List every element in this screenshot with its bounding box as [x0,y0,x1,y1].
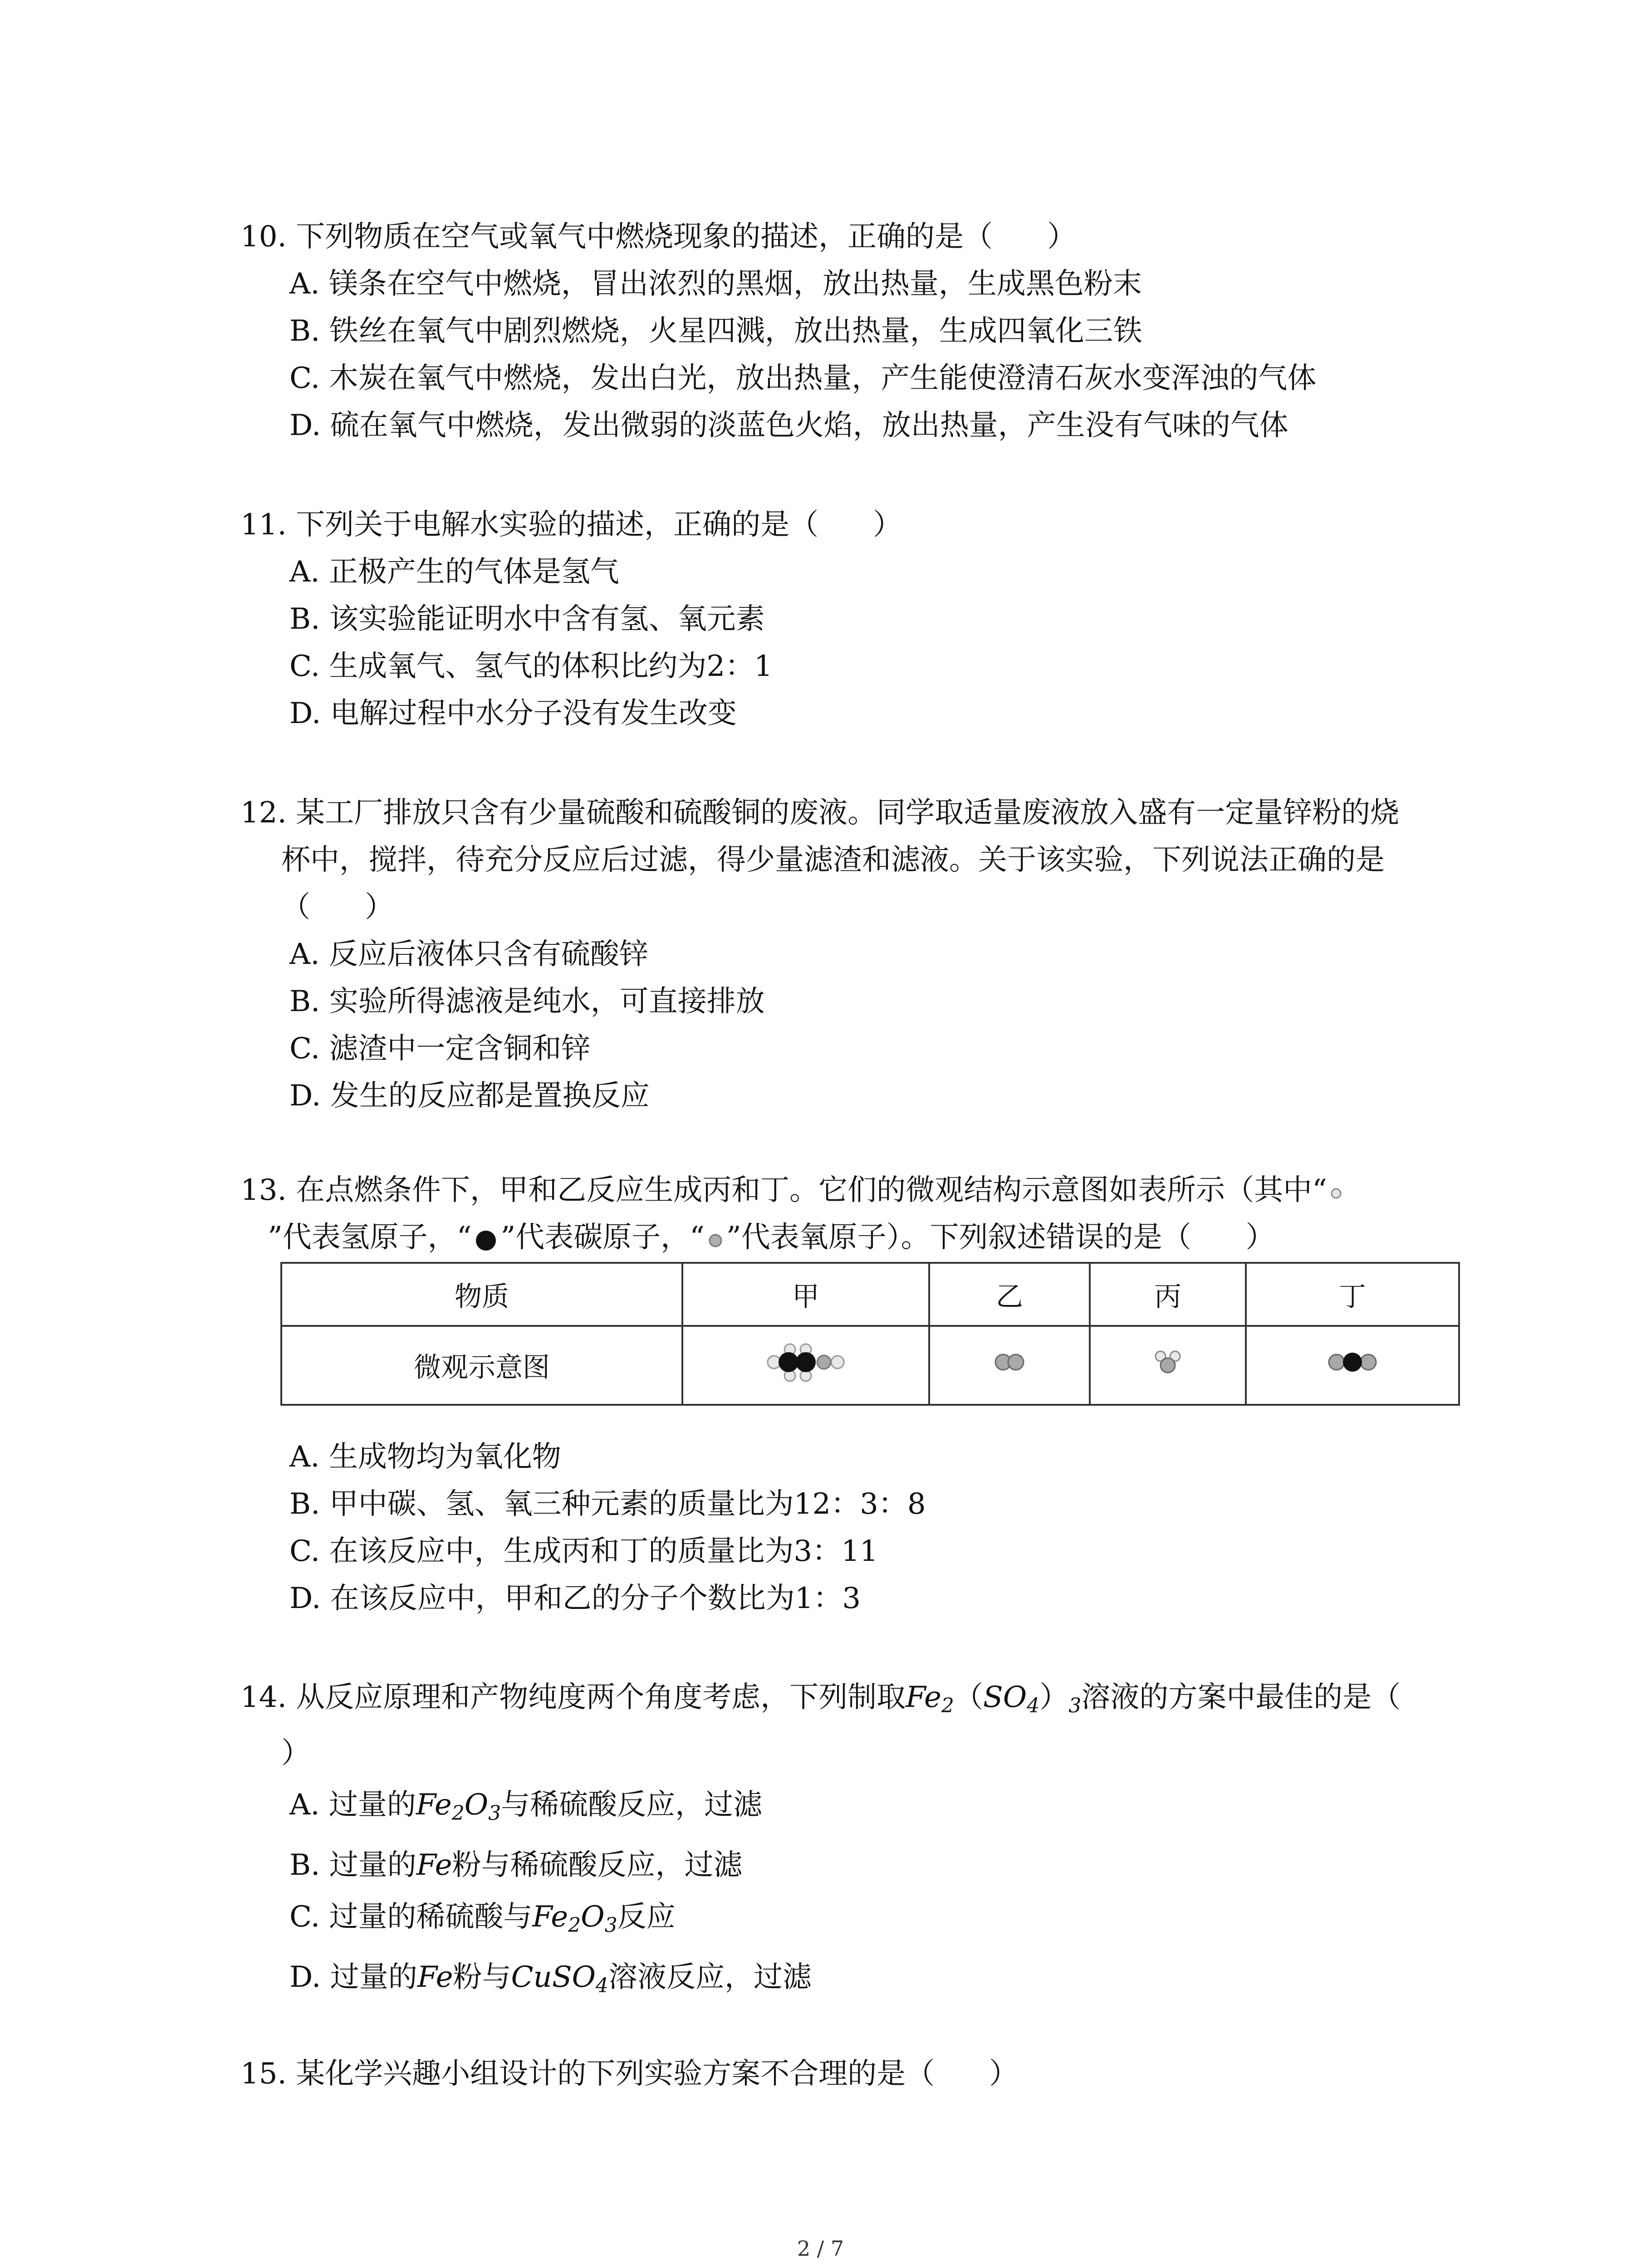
option-label: C. [289,362,320,395]
stem-text: ”代表氢原子，“ [268,1221,472,1254]
formula-sub: 4 [1027,1694,1040,1717]
stem-text: ”代表碳原子，“ [500,1221,705,1254]
option-d[interactable] [289,1575,1514,1622]
option-label: C. [289,1900,320,1934]
option-c[interactable] [289,643,1514,690]
option-a[interactable] [289,260,1514,308]
formula-part: Fe [416,1788,452,1822]
formula-sub: 2 [451,1802,465,1825]
option-d[interactable] [289,1072,1514,1119]
paren-close: ） [989,2057,1019,2091]
option-b[interactable] [289,1481,1514,1528]
option-a[interactable] [289,548,1514,596]
option-label: C. [289,1032,320,1066]
option-text: 镁条在空气中燃烧，冒出浓烈的黑烟，放出热量，生成黑色粉末 [328,267,1142,301]
question-10 [240,213,1465,449]
paren-close: ） [1047,220,1077,254]
formula-sub: 3 [488,1802,501,1825]
formula-sub: 3 [1068,1694,1082,1717]
option-d[interactable] [289,402,1514,449]
formula-part: Fe [906,1681,941,1714]
table-header-cell: 乙 [929,1263,1090,1326]
question-number: 10. [240,220,287,254]
formula-part: O [581,1900,605,1934]
hydrogen-atom-icon [1327,1183,1345,1202]
carbon-atom-icon [471,1226,500,1253]
stem-line-2 [240,1214,1465,1261]
question-stem [240,213,1465,260]
option-label: A. [289,1440,320,1474]
option-label: A. [289,555,320,589]
formula-part: O [464,1788,489,1822]
option-a[interactable] [289,1781,1514,1837]
option-text: 生成氧气、氢气的体积比约为2：1 [329,650,773,683]
molecule-jia [682,1326,929,1405]
question-14 [240,1674,1465,2009]
page-number: 2 / 7 [797,2236,844,2261]
option-text: 木炭在氧气中燃烧，发出白光，放出热量，产生能使澄清石灰水变浑浊的气体 [329,362,1317,395]
formula-sub: 4 [596,1974,608,1997]
option-c[interactable] [289,1025,1514,1072]
question-stem [240,2050,1465,2097]
question-stem [240,1674,1465,1730]
question-stem [240,501,1465,548]
formula-part: （ [954,1681,983,1714]
question-number: 11. [240,508,287,542]
stem-text: ”代表氧原子）。下列叙述错误的是（ [726,1221,1191,1254]
option-b[interactable] [289,596,1514,643]
option-label: D. [289,409,321,442]
molecule-bing [1090,1326,1246,1405]
option-text: 铁丝在氧气中剧烈燃烧，火星四溅，放出热量，生成四氧化三铁 [329,314,1142,348]
stem-text: 某化学兴趣小组设计的下列实验方案不合理的是（ [296,2057,935,2091]
paren-open: （ [281,890,310,924]
table-header-cell: 丁 [1246,1263,1459,1326]
option-text: 滤渣中一定含铜和锌 [329,1032,591,1066]
option-label: D. [289,697,321,730]
formula-fe: Fe [417,1960,453,1994]
option-text: 过量的稀硫酸与 [329,1900,533,1934]
oxygen-molecule-icon [987,1349,1032,1376]
stem-text: 溶液的方案中最佳的是（ [1081,1681,1401,1714]
option-label: D. [289,1582,321,1615]
option-label: B. [289,1848,320,1882]
option-label: D. [289,1960,321,1994]
ethanol-molecule-icon [760,1339,851,1385]
option-text: 发生的反应都是置换反应 [330,1079,650,1113]
option-text: 电解过程中水分子没有发生改变 [330,697,737,730]
stem-line-3 [240,884,1465,931]
stem-text: 下列关于电解水实验的描述，正确的是（ [296,508,819,542]
option-text: 与稀硫酸反应，过滤 [501,1788,763,1822]
molecule-table [280,1262,1460,1406]
option-text: 过量的 [330,1960,417,1994]
option-text: 反应 [617,1900,676,1934]
formula-fe2o3 [532,1900,617,1937]
option-text: 正极产生的气体是氢气 [328,555,619,589]
oxygen-atom-icon [705,1229,726,1251]
option-text: 反应后液体只含有硫酸锌 [328,938,648,971]
table-header-row [281,1263,1459,1326]
question-stem [240,789,1465,836]
option-text: 该实验能证明水中含有氢、氧元素 [329,602,765,636]
formula-part: ） [1039,1681,1069,1714]
option-b[interactable] [289,978,1514,1025]
option-d[interactable] [289,1954,1514,2009]
option-d[interactable] [289,690,1514,737]
option-label: B. [289,1487,320,1521]
stem-text: 某工厂排放只含有少量硫酸和硫酸铜的废液。同学取适量废液放入盛有一定量锌粉的烧 [296,796,1400,830]
option-b[interactable] [289,308,1514,355]
formula-part: CuSO [511,1960,596,1994]
water-molecule-icon [1150,1346,1186,1378]
option-text: 在该反应中，生成丙和丁的质量比为3：11 [329,1535,878,1568]
option-label: D. [289,1079,321,1113]
option-b[interactable] [289,1842,1514,1889]
option-label: A. [289,938,320,971]
option-label: C. [289,650,320,683]
option-text: 粉与 [453,1960,511,1994]
formula-fe2so43 [906,1681,1082,1717]
table-row-label: 微观示意图 [281,1326,682,1405]
question-number: 12. [240,796,287,830]
molecule-yi [929,1326,1090,1405]
stem-text: 下列物质在空气或氧气中燃烧现象的描述，正确的是（ [296,220,993,254]
question-15 [240,2050,1465,2097]
question-stem [240,1167,1465,1214]
formula-fe: Fe [416,1848,452,1882]
molecule-ding [1246,1326,1459,1405]
option-c[interactable] [289,1528,1514,1575]
stem-line-2: 杯中，搅拌，待充分反应后过滤，得少量滤渣和滤液。关于该实验，下列说法正确的是 [281,843,1385,877]
formula-part: SO [983,1681,1027,1714]
option-label: A. [289,267,320,301]
option-text: 在该反应中，甲和乙的分子个数比为1：3 [330,1582,861,1615]
paren-close: ） [365,890,394,924]
question-13-options [240,1433,1465,1622]
question-number: 13. [240,1173,287,1207]
option-text: 生成物均为氧化物 [328,1440,561,1474]
formula-sub: 2 [568,1914,581,1937]
question-11 [240,501,1465,737]
question-13 [240,1167,1465,1261]
option-c[interactable] [289,1893,1514,1949]
option-text: 粉与稀硫酸反应，过滤 [452,1848,743,1882]
option-a[interactable] [289,1433,1514,1481]
option-label: C. [289,1535,320,1568]
option-text: 过量的 [329,1848,416,1882]
table-header-cell: 丙 [1090,1263,1246,1326]
option-text: 甲中碳、氢、氧三种元素的质量比为12：3：8 [329,1487,926,1521]
option-label: B. [289,602,320,636]
stem-text: 从反应原理和产物纯度两个角度考虑，下列制取 [296,1681,906,1714]
paren-close: ） [873,508,902,542]
option-text: 实验所得滤液是纯水，可直接排放 [329,985,765,1018]
option-label: B. [289,985,320,1018]
formula-sub: 2 [941,1694,954,1717]
table-header-cell: 物质 [281,1263,682,1326]
stem-text: 在点燃条件下，甲和乙反应生成丙和丁。它们的微观结构示意图如表所示（其中“ [296,1173,1327,1207]
question-number: 15. [240,2057,287,2091]
option-c[interactable] [289,355,1514,402]
option-a[interactable] [289,931,1514,978]
question-12 [240,789,1465,1119]
table-header-cell: 甲 [682,1263,929,1326]
paren-close: ） [1245,1221,1275,1254]
option-label: A. [289,1788,320,1822]
table-row [281,1326,1459,1405]
formula-fe2o3 [416,1788,501,1825]
formula-sub: 3 [604,1914,617,1937]
option-text: 硫在氧气中燃烧，发出微弱的淡蓝色火焰，放出热量，产生没有气味的气体 [330,409,1288,442]
question-number: 14. [240,1681,287,1714]
option-label: B. [289,314,320,348]
option-text: 过量的 [328,1788,416,1822]
carbon-dioxide-molecule-icon [1323,1349,1382,1376]
option-text: 溶液反应，过滤 [608,1960,812,1994]
formula-part: Fe [532,1900,568,1934]
stem-line-2: ） [281,1736,310,1770]
formula-cuso4 [511,1960,609,1997]
